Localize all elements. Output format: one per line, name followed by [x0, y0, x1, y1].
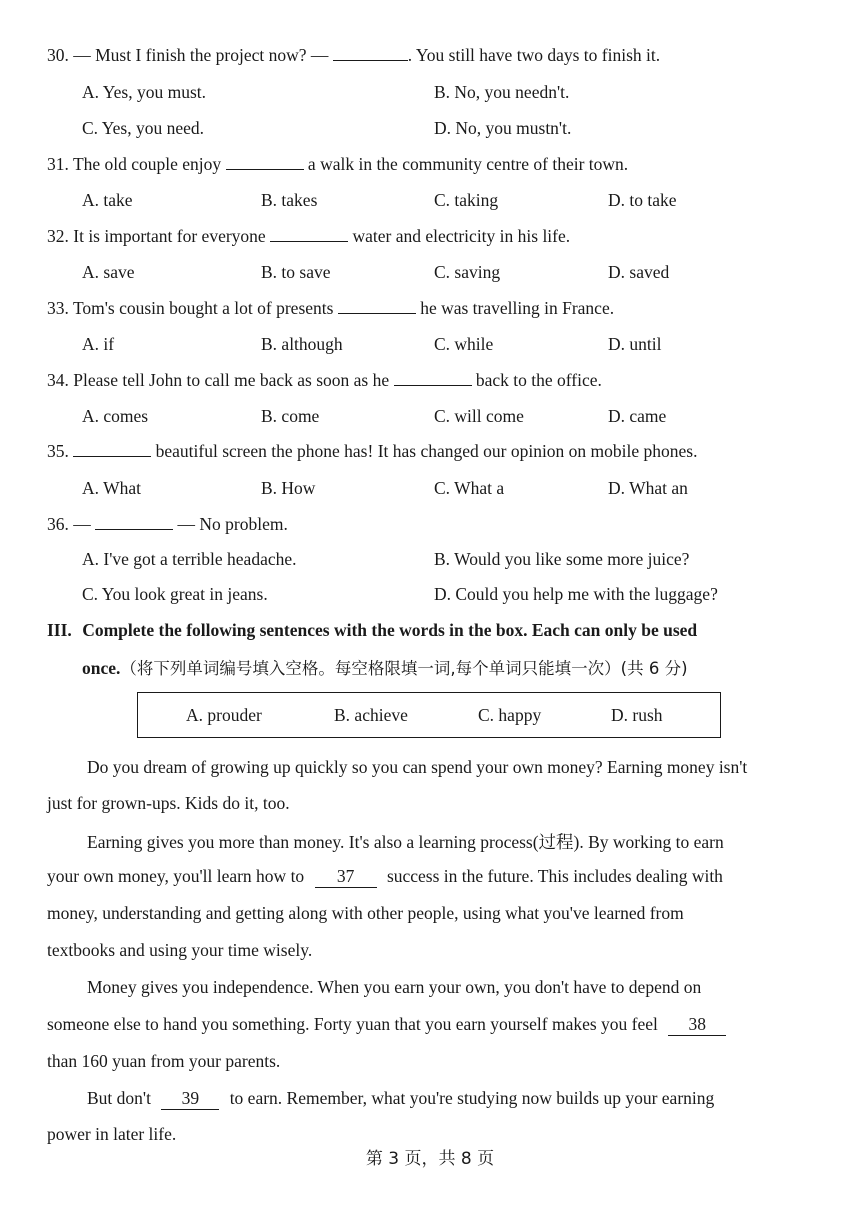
- passage-line: Earning gives you more than money. It's also a learning process(过程). By working to earn: [87, 832, 724, 852]
- option-d[interactable]: D. Could you help me with the luggage?: [434, 584, 718, 604]
- option-b[interactable]: B. although: [261, 334, 343, 354]
- passage-line-with-blank: [87, 1088, 714, 1110]
- option-a[interactable]: A. Yes, you must.: [82, 82, 206, 102]
- section-3-heading-line2: [82, 655, 688, 679]
- passage-text: to earn. Remember, what you're studying now builds up your earning: [229, 1088, 715, 1108]
- option-b[interactable]: B. takes: [261, 190, 318, 210]
- word-box: [137, 692, 721, 738]
- passage-line-with-blank: [47, 866, 723, 888]
- passage-text: someone else to hand you something. Forty yuan that you earn yourself makes you feel: [47, 1014, 658, 1034]
- answer-blank[interactable]: [270, 226, 348, 242]
- passage-text: your own money, you'll learn how to: [47, 866, 305, 886]
- passage-line: just for grown-ups. Kids do it, too.: [47, 793, 290, 813]
- question-31-stem: [47, 154, 628, 175]
- question-text: Please tell John to call me back as soon as he: [73, 370, 390, 390]
- answer-blank[interactable]: [226, 154, 304, 170]
- answer-blank[interactable]: [73, 441, 151, 457]
- answer-blank[interactable]: [95, 514, 173, 530]
- question-number: 32.: [47, 226, 69, 246]
- question-text: — No problem.: [177, 514, 288, 534]
- option-d[interactable]: D. to take: [608, 190, 677, 210]
- word-option-c: C. happy: [478, 705, 542, 725]
- question-text: back to the office.: [475, 370, 602, 390]
- option-a[interactable]: A. I've got a terrible headache.: [82, 549, 297, 569]
- question-32-stem: [47, 226, 570, 247]
- section-3-heading: [47, 620, 697, 641]
- option-d[interactable]: D. saved: [608, 262, 670, 282]
- option-a[interactable]: A. What: [82, 478, 141, 498]
- option-c[interactable]: C. taking: [434, 190, 499, 210]
- option-d[interactable]: D. came: [608, 406, 667, 426]
- option-b[interactable]: B. come: [261, 406, 320, 426]
- option-d[interactable]: D. until: [608, 334, 662, 354]
- question-35-stem: [47, 441, 698, 462]
- passage-text: But don't: [87, 1088, 151, 1108]
- option-a[interactable]: A. save: [82, 262, 135, 282]
- question-30-stem: [47, 45, 660, 66]
- passage-line: Money gives you independence. When you earn your own, you don't have to depend on: [87, 977, 702, 997]
- question-text: It is important for everyone: [73, 226, 266, 246]
- option-d[interactable]: D. What an: [608, 478, 688, 498]
- question-number: 33.: [47, 298, 69, 318]
- answer-blank[interactable]: [394, 370, 472, 386]
- question-text: a walk in the community centre of their town.: [307, 154, 629, 174]
- question-number: 35.: [47, 441, 69, 461]
- question-number: 34.: [47, 370, 69, 390]
- question-text: The old couple enjoy: [72, 154, 222, 174]
- word-option-a: A. prouder: [186, 705, 262, 725]
- section-numeral: III.: [47, 620, 72, 640]
- answer-blank[interactable]: [333, 45, 408, 61]
- section-instruction: once.: [82, 658, 121, 678]
- passage-line: textbooks and using your time wisely.: [47, 940, 313, 960]
- section-instruction: Complete the following sentences with the words in the box. Each can only be used: [82, 620, 698, 640]
- option-a[interactable]: A. comes: [82, 406, 149, 426]
- question-number: 30.: [47, 45, 69, 65]
- passage-line: Do you dream of growing up quickly so you can spend your own money? Earning money isn't: [87, 757, 748, 777]
- question-text: . You still have two days to finish it.: [407, 45, 661, 65]
- word-option-d: D. rush: [611, 705, 663, 725]
- option-c[interactable]: C. while: [434, 334, 494, 354]
- question-text: water and electricity in his life.: [352, 226, 571, 246]
- option-a[interactable]: A. take: [82, 190, 133, 210]
- question-34-stem: [47, 370, 602, 391]
- question-number: 31.: [47, 154, 69, 174]
- word-option-b: B. achieve: [334, 705, 408, 725]
- question-text: he was travelling in France.: [420, 298, 615, 318]
- option-c[interactable]: C. You look great in jeans.: [82, 584, 268, 604]
- passage-text: success in the future. This includes dealing with: [386, 866, 723, 886]
- option-b[interactable]: B. to save: [261, 262, 331, 282]
- option-b[interactable]: B. Would you like some more juice?: [434, 549, 690, 569]
- blank-39[interactable]: 39: [161, 1088, 219, 1110]
- blank-38[interactable]: 38: [668, 1014, 726, 1036]
- question-text: — Must I finish the project now? —: [73, 45, 329, 65]
- page-footer: 第 3 页，共 8 页: [365, 1149, 495, 1169]
- passage-line: power in later life.: [47, 1124, 177, 1144]
- option-b[interactable]: B. No, you needn't.: [434, 82, 570, 102]
- option-d[interactable]: D. No, you mustn't.: [434, 118, 572, 138]
- section-instruction-chinese: （将下列单词编号填入空格。每空格限填一词,每个单词只能填一次）(共 6 分): [120, 659, 688, 678]
- option-a[interactable]: A. if: [82, 334, 115, 354]
- question-number: 36.: [47, 514, 69, 534]
- option-c[interactable]: C. will come: [434, 406, 524, 426]
- blank-37[interactable]: 37: [315, 866, 377, 888]
- question-36-stem: [47, 514, 288, 535]
- passage-line-with-blank: [47, 1014, 726, 1036]
- passage-line: than 160 yuan from your parents.: [47, 1051, 281, 1071]
- question-text: beautiful screen the phone has! It has changed our opinion on mobile phones.: [155, 441, 698, 461]
- question-text: Tom's cousin bought a lot of presents: [72, 298, 334, 318]
- option-b[interactable]: B. How: [261, 478, 316, 498]
- option-c[interactable]: C. Yes, you need.: [82, 118, 205, 138]
- option-c[interactable]: C. saving: [434, 262, 501, 282]
- question-text: —: [73, 514, 91, 534]
- option-c[interactable]: C. What a: [434, 478, 505, 498]
- passage-line: money, understanding and getting along with other people, using what you've learned from: [47, 903, 684, 923]
- question-33-stem: [47, 298, 614, 319]
- answer-blank[interactable]: [338, 298, 416, 314]
